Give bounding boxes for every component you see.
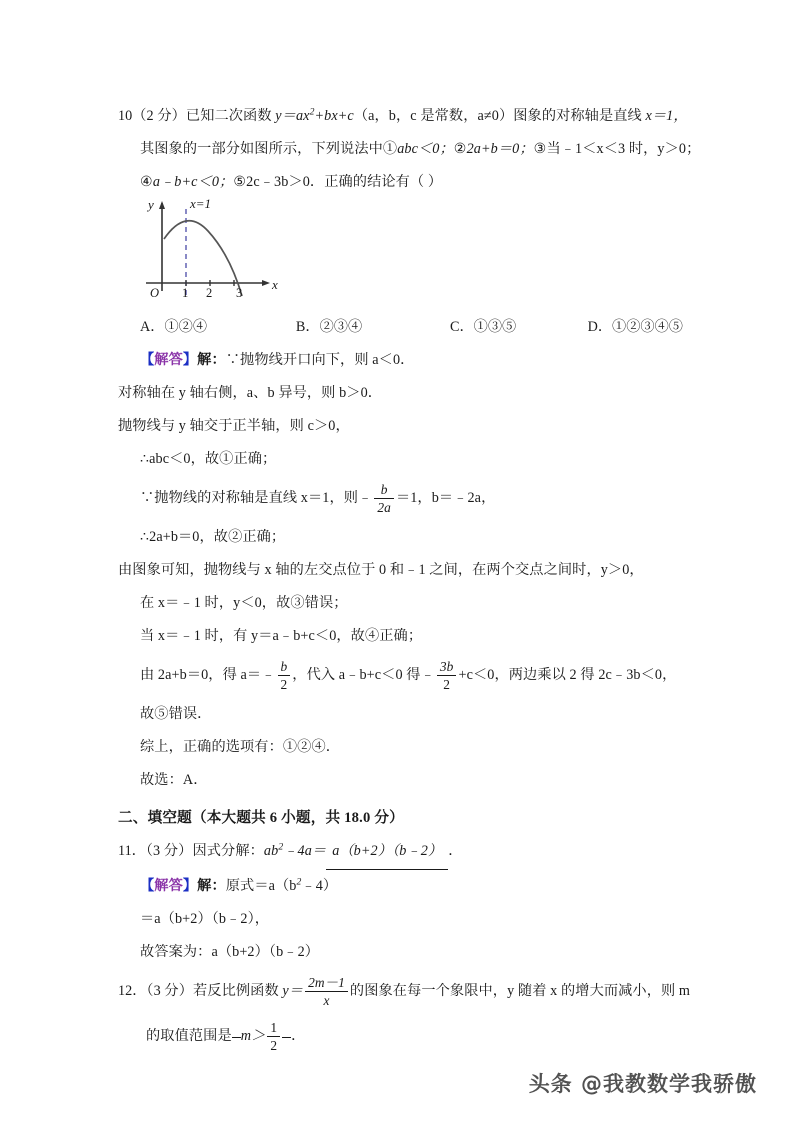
page-content (118, 100, 701, 1059)
q10-choice-d[interactable] (588, 311, 683, 344)
q10-equation-lead: y＝ax (275, 108, 310, 124)
q10-choice-b-key: B． (295, 319, 320, 335)
q10-solution-line-7: 由图象可知，抛物线与 x 轴的左交点位于 0 和﹣1 之间，在两个交点之间时，y＞0， (118, 562, 644, 578)
q10-solution-line-9: 当 x＝﹣1 时，有 y＝a﹣b+c＜0，故④正确； (140, 628, 423, 644)
fraction-numerator: b (280, 658, 288, 674)
q10-equation-tail: +bx+c (314, 108, 354, 124)
q10-sol-s10-c: +c＜0，两边乘以 2 得 2c﹣3b＜0， (458, 667, 677, 683)
solution-tag-close: 】 (182, 352, 198, 368)
solution-jie-label: 解： (197, 352, 226, 368)
solution-tag-word: 解答 (154, 878, 183, 894)
footer-watermark: 头条 @我教数学我骄傲 (528, 1072, 757, 1096)
fraction-2m-minus-1-over-x (305, 975, 348, 1008)
fraction-numerator: 1 (270, 1019, 278, 1035)
q10-solution-line-2: 对称轴在 y 轴右侧，a、b 异号，则 b＞0． (118, 385, 383, 401)
fraction-denominator: 2 (437, 675, 457, 692)
q10-solution-line-13: 故选：A． (140, 772, 208, 788)
q10-text-c: x＝1， (645, 108, 688, 124)
q10-text-a: 已知二次函数 (185, 108, 276, 124)
solution-tag-close: 】 (182, 878, 198, 894)
q10-solution-line-12: 综上，正确的选项有：①②④． (140, 739, 341, 755)
q10-number: 10 (118, 108, 133, 124)
fraction-denominator: 2 (267, 1036, 280, 1053)
figure-symmetry-label: x=1 (190, 196, 212, 211)
q10-l3-b: 2c﹣3b＞0．正确的结论有（ ） (246, 174, 443, 190)
q12-range-label: 的取值范围是 (146, 1028, 232, 1044)
q12-number: 12． (118, 983, 147, 999)
q10-l2-a: 其图象的一部分如图所示，下列说法中 (140, 141, 383, 157)
q10-solution-line-5 (118, 476, 683, 521)
q10-choice-c-value: ①③⑤ (473, 319, 517, 335)
question-10 (118, 100, 701, 797)
question-11 (118, 835, 683, 969)
parabola-curve (164, 221, 242, 296)
q11-solution-line-1 (118, 870, 683, 903)
q12-answer-value[interactable] (240, 1019, 282, 1053)
q10-choice-a-key: A． (140, 319, 165, 335)
q10-choices (118, 311, 683, 344)
q10-choice-d-value: ①②③④⑤ (612, 319, 683, 335)
q12-points: （3 分） (146, 983, 193, 999)
q10-choice-d-key: D． (587, 319, 613, 335)
q10-choice-c-key: C． (450, 319, 474, 335)
section-2-heading: 二、填空题（本大题共 6 小题，共 18.0 分） (118, 810, 404, 826)
q11-points: （3 分） (145, 843, 193, 859)
q11-sol-exponent: 2 (296, 876, 302, 888)
q10-solution-line-3: 抛物线与 y 轴交于正半轴，则 c＞0， (118, 418, 350, 434)
q10-exponent: 2 (309, 106, 315, 118)
fraction-3b-over-2 (437, 659, 457, 692)
q10-l2-c: 2a+b＝0； (466, 141, 534, 157)
solution-tag-word: 解答 (154, 352, 183, 368)
q10-choice-c[interactable] (450, 311, 588, 344)
figure-tick-label-1: 1 (182, 286, 189, 300)
q10-solution-line-11: 故⑤错误． (140, 706, 212, 722)
fraction-denominator: x (305, 991, 348, 1008)
fraction-1-over-2 (267, 1020, 280, 1053)
circled-4-icon: ④ (140, 174, 153, 190)
q11-expression-tail: ﹣4a＝ (283, 843, 327, 859)
q10-sol-s5-b: ＝1，b＝﹣2a， (395, 490, 496, 506)
q11-sol-s1-a: 原式＝a（b (225, 878, 297, 894)
q10-sol-s5-a: ∵抛物线的对称轴是直线 x＝1，则﹣ (140, 490, 373, 506)
q12-blank-right[interactable] (282, 1037, 291, 1038)
q10-solution-line-6: ∴2a+b＝0，故②正确； (140, 529, 286, 545)
circled-2-icon: ② (453, 141, 467, 157)
fraction-b-over-2a (374, 482, 394, 515)
q10-sol-s10-b: ，代入 a﹣b+c＜0 得﹣ (292, 667, 435, 683)
q11-expression-lead: ab (263, 843, 279, 859)
q12-stem-text-a: 若反比例函数 (193, 983, 283, 999)
fraction-numerator: 3b (439, 658, 454, 674)
q10-stem-line-3 (118, 166, 683, 199)
q10-solution-line-4: ∴abc＜0，故①正确； (140, 451, 277, 467)
fraction-numerator: 2m－1 (308, 974, 345, 990)
q11-period: ． (448, 843, 463, 859)
q12-answer-lead: m＞ (240, 1028, 266, 1044)
figure-origin-label: O (150, 286, 160, 300)
q11-solution-line-3: 故答案为：a（b+2）（b﹣2） (140, 944, 320, 960)
q10-stem-line-1 (118, 100, 688, 133)
circled-5-icon: ⑤ (233, 174, 247, 190)
fraction-b-over-2 (278, 659, 291, 692)
q10-choice-b-value: ②③④ (319, 319, 363, 335)
q10-choice-b[interactable] (296, 311, 450, 344)
q12-stem-line-2 (118, 1014, 683, 1059)
q10-l3-a: a﹣b+c＜0； (152, 174, 234, 190)
q10-choice-a[interactable] (140, 311, 296, 344)
fraction-denominator: 2a (374, 498, 394, 515)
q10-stem-line-2 (118, 133, 701, 166)
q11-stem (118, 835, 683, 870)
q11-sol-s1-b: ﹣4） (301, 878, 338, 894)
q10-solution-line-8: 在 x＝﹣1 时，y＜0，故③错误； (140, 595, 348, 611)
fraction-numerator: b (380, 481, 388, 497)
q12-period: ． (291, 1028, 306, 1044)
q11-number: 11． (118, 843, 146, 859)
solution-tag-open: 【 (140, 878, 155, 894)
q10-text-b: （a，b，c 是常数，a≠0）图象的对称轴是直线 (353, 108, 646, 124)
solution-tag-open: 【 (140, 352, 155, 368)
q11-exponent: 2 (278, 841, 284, 853)
q10-solution-line-10 (118, 653, 683, 698)
parabola-graph-svg (138, 199, 288, 311)
figure-tick-label-3: 3 (236, 286, 243, 300)
question-12 (118, 969, 691, 1059)
q12-stem-text-b: 的图象在每一个象限中，y 随着 x 的增大而减小，则 m (349, 983, 691, 999)
q11-answer-blank[interactable]: a（b+2）（b﹣2） (326, 835, 448, 870)
q11-solution-line-2: ＝a（b+2）（b﹣2）， (140, 911, 270, 927)
x-axis-arrow (262, 280, 270, 286)
circled-1-icon: ① (382, 141, 398, 157)
q11-stem-text: 因式分解： (192, 843, 264, 859)
q10-parabola-figure (138, 196, 288, 311)
q10-sol-s10-a: 由 2a+b＝0，得 a＝﹣ (140, 667, 276, 683)
q10-sol-s1: ∵抛物线开口向下，则 a＜0． (225, 352, 415, 368)
figure-x-label: x (272, 277, 278, 292)
figure-y-label: y (148, 197, 154, 212)
q10-solution-line-1 (118, 344, 683, 377)
figure-tick-label-2: 2 (206, 286, 213, 300)
fraction-denominator: 2 (278, 675, 291, 692)
q12-blank-left[interactable] (232, 1037, 241, 1038)
solution-jie-label: 解： (197, 878, 226, 894)
q10-l2-b: abc＜0； (397, 141, 454, 157)
q10-choice-a-value: ①②④ (164, 319, 208, 335)
circled-3-icon: ③ (533, 141, 547, 157)
y-axis-arrow (159, 201, 165, 209)
q10-l2-d: 当﹣1＜x＜3 时，y＞0； (546, 141, 701, 157)
q12-y-equals: y＝ (282, 983, 304, 999)
q12-stem-line-1 (118, 969, 691, 1014)
q10-points: （2 分） (132, 108, 186, 124)
